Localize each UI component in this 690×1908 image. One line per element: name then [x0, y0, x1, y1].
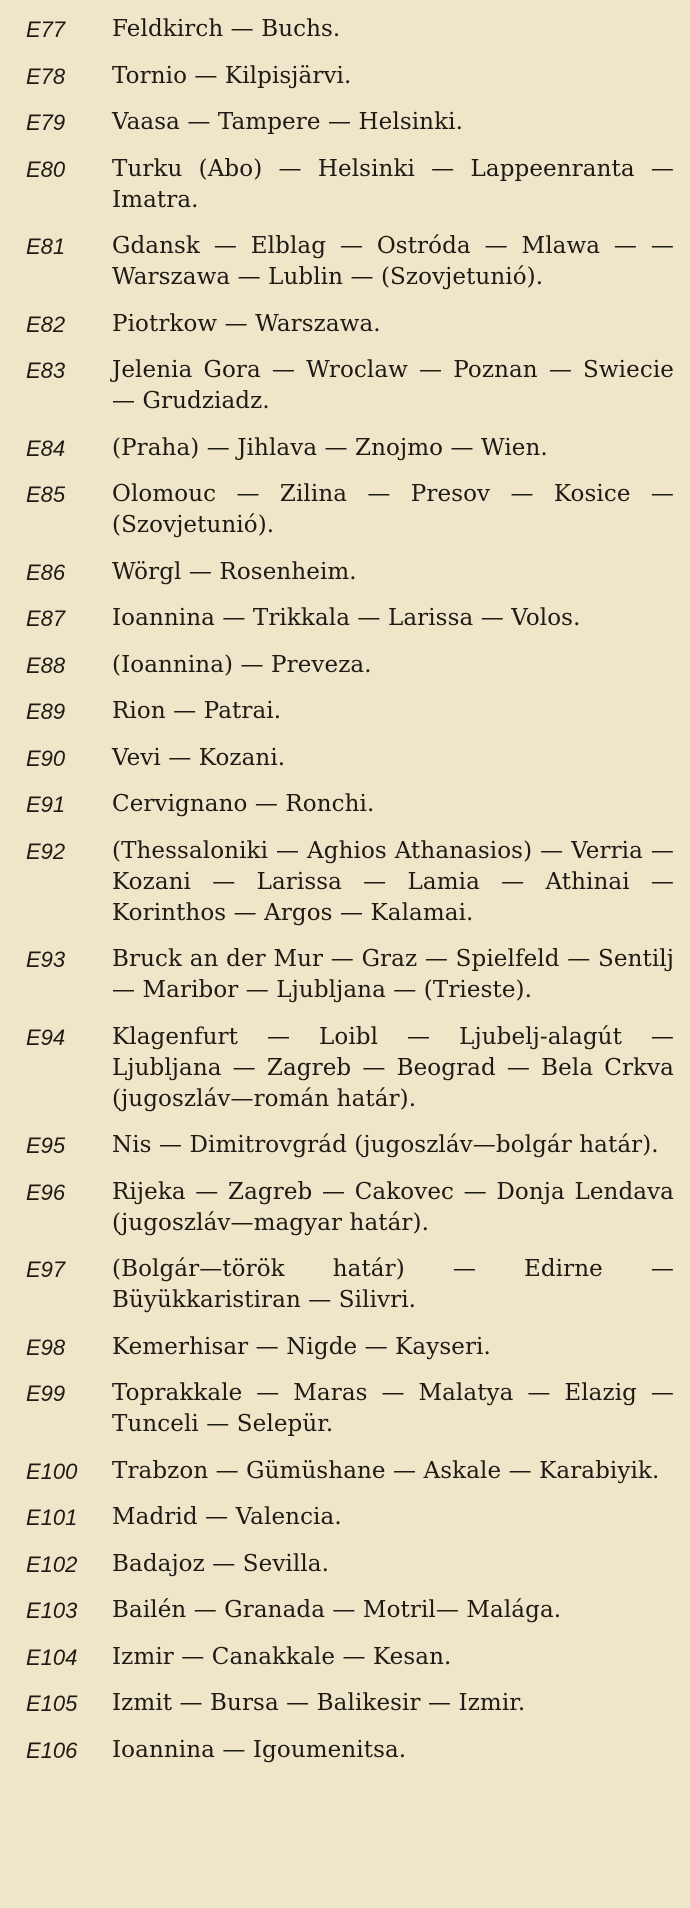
route-entry [22, 154, 674, 216]
route-code: E83 [26, 358, 66, 383]
route-code: E100 [26, 1458, 78, 1484]
route-entry [22, 944, 674, 1006]
route-entry [22, 61, 674, 92]
route-text: Nis — Dimitrovgrád (jugoszláv—bolgár határ). [112, 1132, 659, 1158]
route-text: Izmit — Bursa — Balikesir — Izmir. [112, 1690, 526, 1716]
route-code: E104 [26, 1644, 78, 1670]
route-text: Madrid — Valencia. [112, 1504, 342, 1530]
route-text: Trabzon — Gümüshane — Askale — Karabiyik. [112, 1457, 660, 1484]
route-text: Wörgl — Rosenheim. [112, 558, 357, 585]
route-code: E86 [26, 559, 66, 585]
route-text: Tornio — Kilpisjärvi. [112, 62, 352, 89]
route-text: Ioannina — Igoumenitsa. [112, 1736, 407, 1763]
route-entry [22, 1022, 674, 1115]
route-code: E93 [26, 947, 66, 972]
route-text: Kemerhisar — Nigde — Kayseri. [112, 1333, 491, 1360]
route-entry [22, 557, 674, 588]
route-entry [22, 836, 674, 929]
route-text: Olomouc — Zilina — Presov — Kosice — (Szovjetunió). [112, 481, 674, 538]
route-text: Ioannina — Trikkala — Larissa — Volos. [112, 605, 581, 631]
route-text: Toprakkale — Maras — Malatya — Elazig — Tunceli — Selepür. [112, 1380, 674, 1437]
route-entry [22, 1688, 674, 1719]
route-text: (Praha) — Jihlava — Znojmo — Wien. [112, 434, 548, 461]
route-code: E105 [26, 1691, 78, 1716]
route-text: Vevi — Kozani. [112, 744, 286, 771]
route-code: E85 [26, 482, 66, 507]
route-entry [22, 433, 674, 464]
route-entry [22, 107, 674, 138]
route-code: E82 [26, 311, 66, 337]
route-entry [22, 479, 674, 541]
route-code: E97 [26, 1257, 66, 1282]
route-code: E99 [26, 1381, 66, 1406]
route-entry [22, 1735, 674, 1766]
route-entry [22, 1456, 674, 1487]
route-entry [22, 696, 674, 727]
route-entry [22, 1130, 674, 1161]
route-entry [22, 1502, 674, 1533]
route-code: E80 [26, 156, 66, 182]
route-entry [22, 309, 674, 340]
route-code: E84 [26, 435, 66, 461]
route-text: Rijeka — Zagreb — Cakovec — Donja Lendava (jugoszláv—magyar határ). [112, 1178, 674, 1236]
route-text: Rion — Patrai. [112, 698, 282, 724]
route-entry [22, 1642, 674, 1673]
route-code: E92 [26, 838, 66, 864]
route-text: Feldkirch — Buchs. [112, 16, 341, 42]
route-text: Turku (Abo) — Helsinki — Lappeenranta — Imatra. [112, 155, 674, 213]
route-code: E79 [26, 110, 66, 135]
route-text: Cervignano — Ronchi. [112, 791, 375, 817]
route-text: Izmir — Canakkale — Kesan. [112, 1643, 452, 1670]
route-text: (Bolgár—török határ) — Edirne — Büyükkaristiran — Silivri. [112, 1256, 674, 1313]
route-text: Klagenfurt — Loibl — Ljubelj-alagút — Ljubljana — Zagreb — Beograd — Bela Crkva (jugoszláv—román határ). [112, 1023, 674, 1112]
route-text: Badajoz — Sevilla. [112, 1550, 330, 1577]
route-code: E88 [26, 652, 66, 678]
route-entry [22, 1595, 674, 1626]
route-code: E87 [26, 606, 66, 631]
route-entry [22, 603, 674, 634]
route-code: E90 [26, 745, 66, 771]
route-entry [22, 1378, 674, 1440]
route-entry [22, 1549, 674, 1580]
route-entry [22, 355, 674, 417]
route-text: Gdansk — Elblag — Ostróda — Mlawa — — Warszawa — Lublin — (Szovjetunió). [112, 233, 674, 290]
route-entry [22, 1332, 674, 1363]
route-code: E91 [26, 792, 66, 817]
route-text: Bruck an der Mur — Graz — Spielfeld — Sentilj — Maribor — Ljubljana — (Trieste). [112, 946, 674, 1003]
route-code: E78 [26, 63, 66, 89]
route-code: E77 [26, 17, 66, 42]
route-text: Vaasa — Tampere — Helsinki. [112, 109, 464, 135]
route-code: E81 [26, 234, 66, 259]
route-code: E101 [26, 1505, 78, 1530]
route-text: (Thessaloniki — Aghios Athanasios) — Verria — Kozani — Larissa — Lamia — Athinai — Korinthos — Argos — Kalamai. [112, 837, 674, 926]
route-code: E103 [26, 1598, 78, 1623]
route-code: E102 [26, 1551, 78, 1577]
route-text: (Ioannina) — Preveza. [112, 651, 372, 678]
route-code: E96 [26, 1179, 66, 1205]
route-text: Jelenia Gora — Wroclaw — Poznan — Swiecie — Grudziadz. [112, 357, 674, 414]
route-code: E89 [26, 699, 66, 724]
route-entry [22, 231, 674, 293]
route-entry [22, 1177, 674, 1239]
route-text: Piotrkow — Warszawa. [112, 310, 381, 337]
route-entry [22, 14, 674, 45]
route-entry [22, 650, 674, 681]
route-entry [22, 1254, 674, 1316]
route-entry [22, 789, 674, 820]
route-code: E95 [26, 1133, 66, 1158]
route-code: E94 [26, 1024, 66, 1050]
route-text: Bailén — Granada — Motril— Malága. [112, 1597, 562, 1623]
route-code: E106 [26, 1737, 78, 1763]
route-entry [22, 743, 674, 774]
route-code: E98 [26, 1334, 66, 1360]
